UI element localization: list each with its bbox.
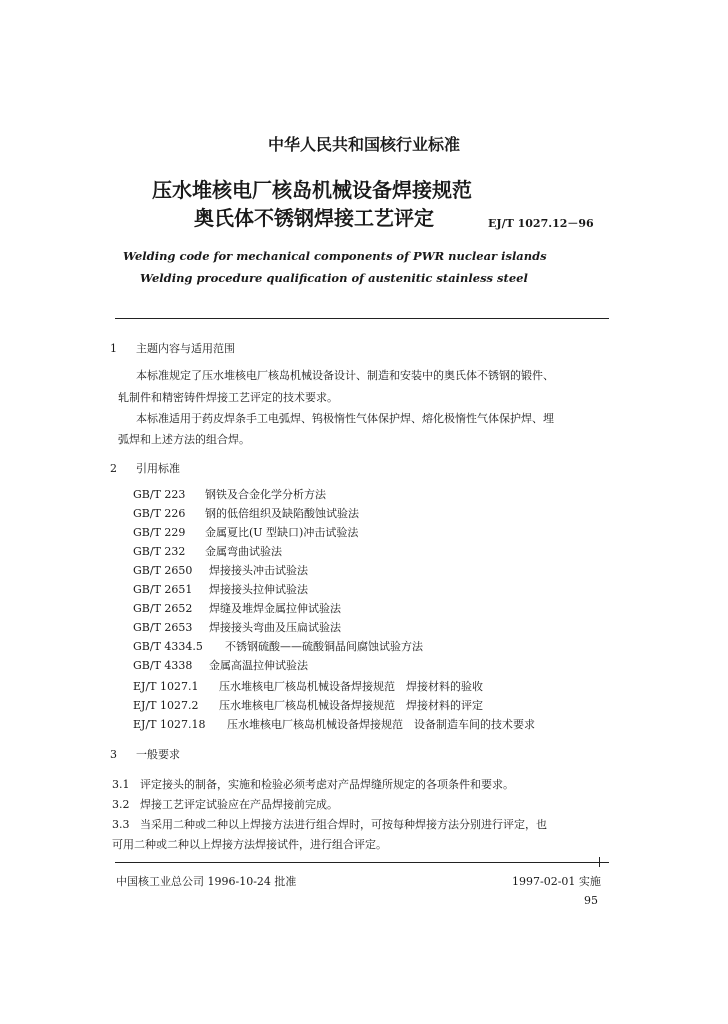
reference-item: GB/T 223 钢铁及合金化学分析方法: [133, 488, 326, 501]
section-1-heading: [110, 340, 235, 356]
reference-item: EJ/T 1027.18 压水堆核电厂核岛机械设备焊接规范 设备制造车间的技术要求: [133, 718, 535, 731]
section-2-title: 引用标准: [136, 462, 180, 475]
reference-item: EJ/T 1027.2 压水堆核电厂核岛机械设备焊接规范 焊接材料的评定: [133, 699, 483, 712]
section-3-title: 一般要求: [136, 748, 180, 761]
requirement-item: 3.3 当采用二种或二种以上焊接方法进行组合焊时，可按每种焊接方法分别进行评定，也: [112, 818, 547, 831]
org-title: 中华人民共和国核行业标准: [267, 135, 460, 154]
title-line-2: 奥氏体不锈钢焊接工艺评定: [194, 206, 434, 230]
approval-line: 中国核工业总公司 1996-10-24 批准: [116, 875, 297, 888]
title-line-1: 压水堆核电厂核岛机械设备焊接规范: [152, 178, 472, 202]
section-1-para-2-line-2: 弧焊和上述方法的组合焊。: [118, 433, 250, 446]
english-title-line-1: Welding code for mechanical components of PWR nuclear islands: [123, 249, 547, 263]
reference-item: GB/T 4338 金属高温拉伸试验法: [133, 659, 308, 672]
requirement-item: 3.2 焊接工艺评定试验应在产品焊接前完成。: [112, 798, 338, 811]
section-1-para-2-line-1: 本标准适用于药皮焊条手工电弧焊、钨极惰性气体保护焊、熔化极惰性气体保护焊、埋: [136, 412, 554, 425]
reference-item: GB/T 226 钢的低倍组织及缺陷酸蚀试验法: [133, 507, 359, 520]
section-1-para-1-line-2: 轧制件和精密铸件焊接工艺评定的技术要求。: [118, 391, 338, 404]
margin-tick: [599, 857, 600, 867]
reference-item: GB/T 2651 焊接接头拉伸试验法: [133, 583, 308, 596]
section-3-number: 3: [110, 748, 117, 761]
reference-item: GB/T 232 金属弯曲试验法: [133, 545, 282, 558]
section-1-para-1-line-1: 本标准规定了压水堆核电厂核岛机械设备设计、制造和安装中的奥氏体不锈钢的锻件、: [136, 369, 554, 382]
standard-code: EJ/T 1027.12－96: [488, 217, 594, 230]
reference-item: GB/T 2650 焊接接头冲击试验法: [133, 564, 308, 577]
requirement-item: 3.1 评定接头的制备，实施和检验必须考虑对产品焊缝所规定的各项条件和要求。: [112, 778, 514, 791]
section-3-heading: [110, 746, 180, 762]
section-2-number: 2: [110, 462, 117, 475]
bottom-divider: [115, 862, 609, 863]
reference-item: EJ/T 1027.1 压水堆核电厂核岛机械设备焊接规范 焊接材料的验收: [133, 680, 483, 693]
requirement-item-continuation: 可用二种或二种以上焊接方法焊接试件，进行组合评定。: [112, 838, 387, 851]
section-1-number: 1: [110, 342, 117, 355]
reference-item: GB/T 229 金属夏比(U 型缺口)冲击试验法: [133, 526, 359, 539]
english-title-line-2: Welding procedure qualification of austenitic stainless steel: [140, 271, 528, 285]
implementation-line: 1997-02-01 实施: [512, 875, 601, 888]
reference-item: GB/T 2653 焊接接头弯曲及压扁试验法: [133, 621, 341, 634]
top-divider: [115, 318, 609, 319]
reference-item: GB/T 2652 焊缝及堆焊金属拉伸试验法: [133, 602, 341, 615]
reference-item: GB/T 4334.5 不锈钢硫酸——硫酸铜晶间腐蚀试验方法: [133, 640, 423, 653]
section-1-title: 主题内容与适用范围: [136, 342, 235, 355]
page-number: 95: [584, 894, 598, 907]
section-2-heading: [110, 460, 180, 476]
